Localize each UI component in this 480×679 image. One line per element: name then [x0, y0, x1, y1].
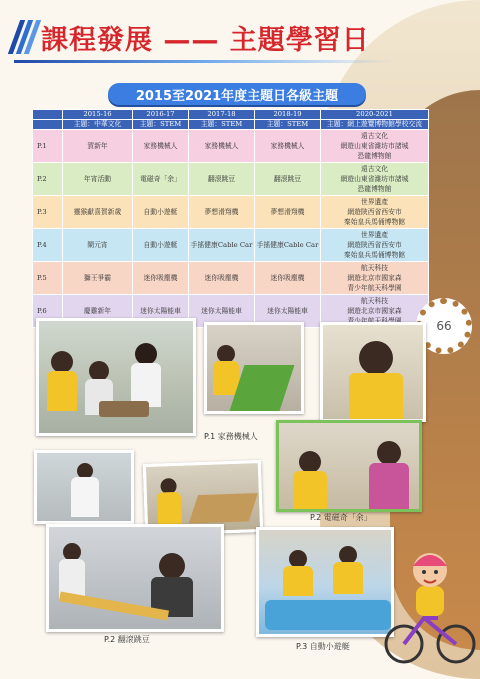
- caption-p3: P.3 自動小遊艇: [296, 642, 350, 651]
- table-cell: 迷你吸塵機: [255, 262, 321, 295]
- table-cell: 慶雞新年: [63, 295, 133, 328]
- year-header: 2018-19: [255, 110, 321, 120]
- table-row: [33, 130, 429, 163]
- table-cell: 迷你吸塵機: [133, 262, 189, 295]
- table-row: [33, 229, 429, 262]
- caption-p1: P.1 家務機械人: [204, 432, 258, 441]
- table-cell: 家務機械人: [133, 130, 189, 163]
- table-cell: 遠古文化 網遊山東省濰坊市諸城 恐龍博物館: [321, 130, 429, 163]
- photo-p2-bean: [46, 524, 224, 632]
- year-header: 2017-18: [189, 110, 255, 120]
- page-number: 66: [436, 319, 452, 333]
- table-cell: 航天科技 網遊北京市國家森 青少年航天科學園: [321, 262, 429, 295]
- photo-p1-robot: [204, 322, 304, 414]
- table-header-years: [33, 110, 429, 120]
- page-header: [14, 14, 404, 60]
- header-underline: [14, 60, 394, 63]
- table-row: [33, 196, 429, 229]
- level-cell: P.2: [33, 163, 63, 196]
- photo-p1-boy: [320, 322, 426, 422]
- table-cell: 獅王爭霸: [63, 262, 133, 295]
- level-cell: P.6: [33, 295, 63, 328]
- table-cell: 世界遺產 網遊陝西省西安市 秦始皇兵馬俑博物館: [321, 229, 429, 262]
- theme-table: [32, 109, 429, 328]
- photo-p1-classroom: [36, 318, 196, 436]
- table-cell: 年宵活動: [63, 163, 133, 196]
- photo-p3-boat: [256, 527, 394, 637]
- table-corner: [33, 120, 63, 130]
- table-cell: 翻滾跳豆: [189, 163, 255, 196]
- table-cell: 自動小遊艇: [133, 229, 189, 262]
- table-corner: [33, 110, 63, 120]
- table-cell: 電磁奇「余」: [133, 163, 189, 196]
- photo-p2-left: [34, 450, 134, 524]
- table-cell: 遠古文化 網遊山東省濰坊市諸城 恐龍博物館: [321, 163, 429, 196]
- table-header-themes: [33, 120, 429, 130]
- theme-header: 主題：網上遊覽博物館學校交流: [321, 120, 429, 130]
- table-cell: 迷你吸塵機: [189, 262, 255, 295]
- table-cell: 航天科技 網遊北京市國家森 青少年航天科學園: [321, 295, 429, 328]
- table-row: [33, 262, 429, 295]
- cartoon-cyclist-icon: [380, 540, 476, 670]
- theme-header: 主題：STEM: [255, 120, 321, 130]
- level-cell: P.1: [33, 130, 63, 163]
- table-cell: 手搖健康Cable Car: [255, 229, 321, 262]
- table-cell: 翻滾跳豆: [255, 163, 321, 196]
- year-header: 2015-16: [63, 110, 133, 120]
- theme-header: 主題：STEM: [133, 120, 189, 130]
- level-cell: P.5: [33, 262, 63, 295]
- table-cell: 家務機械人: [189, 130, 255, 163]
- level-cell: P.3: [33, 196, 63, 229]
- page-title: 課程發展 —— 主題學習日: [41, 24, 370, 56]
- table-cell: 夢想滑翔機: [255, 196, 321, 229]
- table-cell: 夢想滑翔機: [189, 196, 255, 229]
- section-title: 2015至2021年度主題日各級主題: [108, 83, 366, 105]
- photo-p2-magnet: [276, 420, 422, 512]
- table-cell: 手搖健康Cable Car: [189, 229, 255, 262]
- year-header: 2016-17: [133, 110, 189, 120]
- theme-header: 主題：STEM: [189, 120, 255, 130]
- year-header: 2020-2021: [321, 110, 429, 120]
- table-cell: 家務機械人: [255, 130, 321, 163]
- theme-header: 主題：中華文化: [63, 120, 133, 130]
- table-cell: 迷你太陽能車: [189, 295, 255, 328]
- table-cell: 鬧元宵: [63, 229, 133, 262]
- header-stripes-icon: [14, 20, 35, 54]
- table-cell: 迷你太陽能車: [133, 295, 189, 328]
- table-cell: 賀新年: [63, 130, 133, 163]
- table-cell: 靈猴獻喜賀新歲: [63, 196, 133, 229]
- table-row: [33, 163, 429, 196]
- table-cell: 迷你太陽能車: [255, 295, 321, 328]
- table-cell: 世界遺產 網遊陝西省西安市 秦始皇兵馬俑博物館: [321, 196, 429, 229]
- table-cell: 自動小遊艇: [133, 196, 189, 229]
- level-cell: P.4: [33, 229, 63, 262]
- caption-p2b: P.2 翻滾跳豆: [104, 635, 150, 644]
- caption-p2: P.2 電磁奇「余」: [310, 513, 372, 522]
